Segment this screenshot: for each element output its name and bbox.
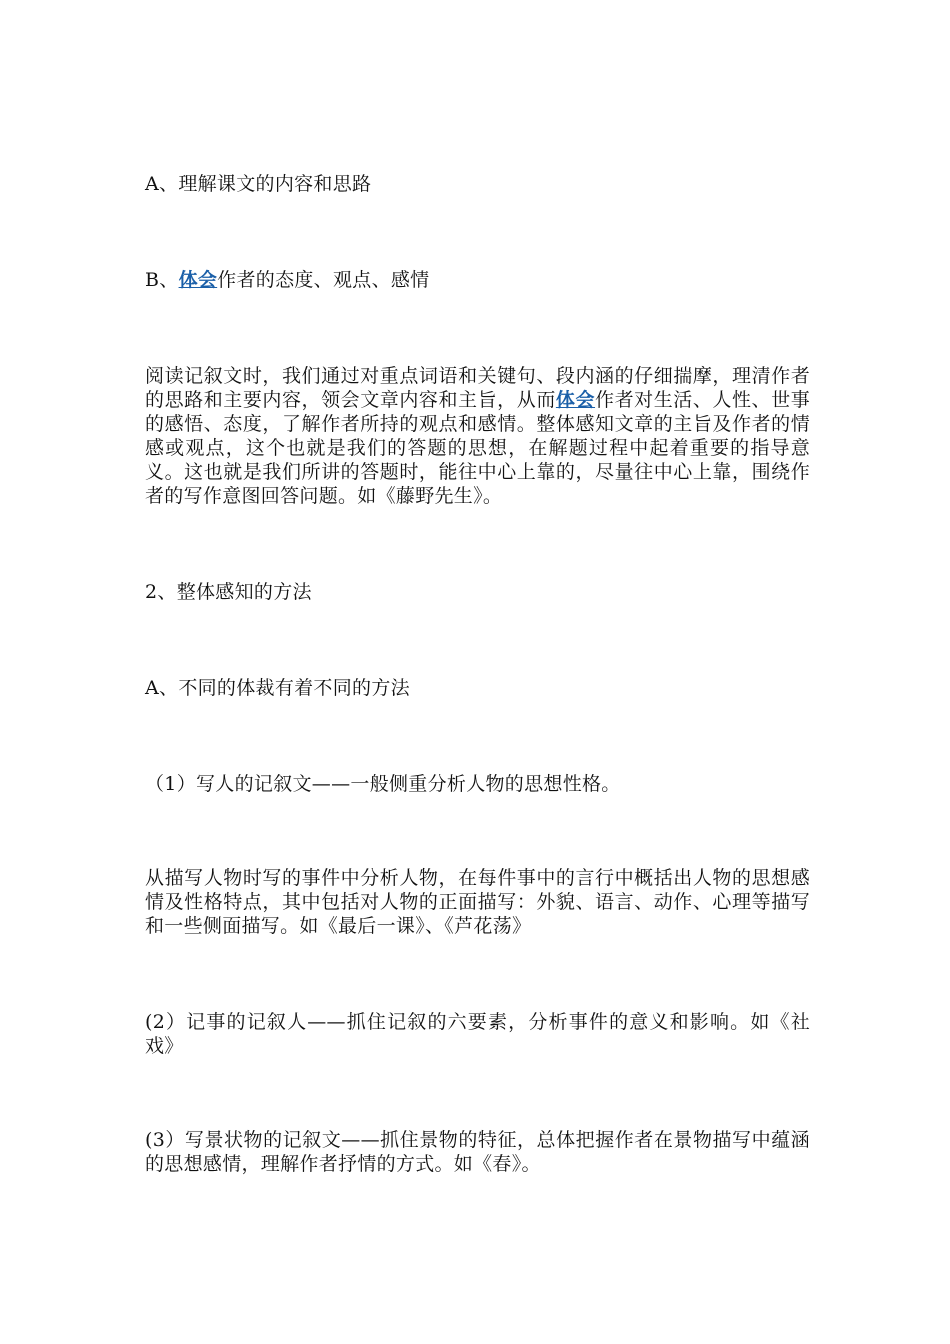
tihui-link[interactable]: 体会	[178, 269, 218, 291]
heading-b-prefix: B、	[145, 269, 179, 291]
heading-a-understand-content: A、理解课文的内容和思路	[145, 173, 372, 195]
heading-a-different-genres: A、不同的体裁有着不同的方法	[145, 677, 410, 699]
paragraph-reading-part2: 作者对生活、人性、世事的感悟、态度，了解作者所持的观点和感情。整体感知文章的主旨及作者的情感或观点，这个也就是我们的答题的思想，在解题过程中起着重要的指导意义。这也就是我们所讲的答题时，能往中心上靠的，尽量往中心上靠，围绕作者的写作意图回答问题。如《藤野先生》。	[145, 389, 810, 507]
paragraph-character-analysis: 从描写人物时写的事件中分析人物，在每件事中的言行中概括出人物的思想感情及性格特点，其中包括对人物的正面描写：外貌、语言、动作、心理等描写和一些侧面描写。如《最后一课》、《芦花荡》	[145, 867, 810, 937]
item-3-scenery-narrative: (3）写景状物的记叙文——抓住景物的特征，总体把握作者在景物描写中蕴涵的思想感情，理解作者抒情的方式。如《春》。	[145, 1129, 810, 1175]
paragraph-reading-part1: 阅读记叙文时，我们通过对重点词语和关键句、段内涵的仔细揣摩，理清作者的思路和主要内容，领会文章内容和主旨，从而	[145, 365, 810, 411]
paragraph-reading-narrative	[145, 364, 810, 508]
heading-2-overall-methods: 2、整体感知的方法	[145, 581, 312, 603]
tihui-link-inline[interactable]: 体会	[555, 389, 596, 411]
item-1-character-narrative: （1）写人的记叙文——一般侧重分析人物的思想性格。	[145, 773, 621, 795]
item-2-event-narrative: (2）记事的记叙人——抓住记叙的六要素，分析事件的意义和影响。如《社戏》	[145, 1011, 810, 1057]
heading-b-experience-attitude	[145, 268, 810, 292]
heading-b-suffix: 作者的态度、观点、感情	[217, 269, 430, 291]
